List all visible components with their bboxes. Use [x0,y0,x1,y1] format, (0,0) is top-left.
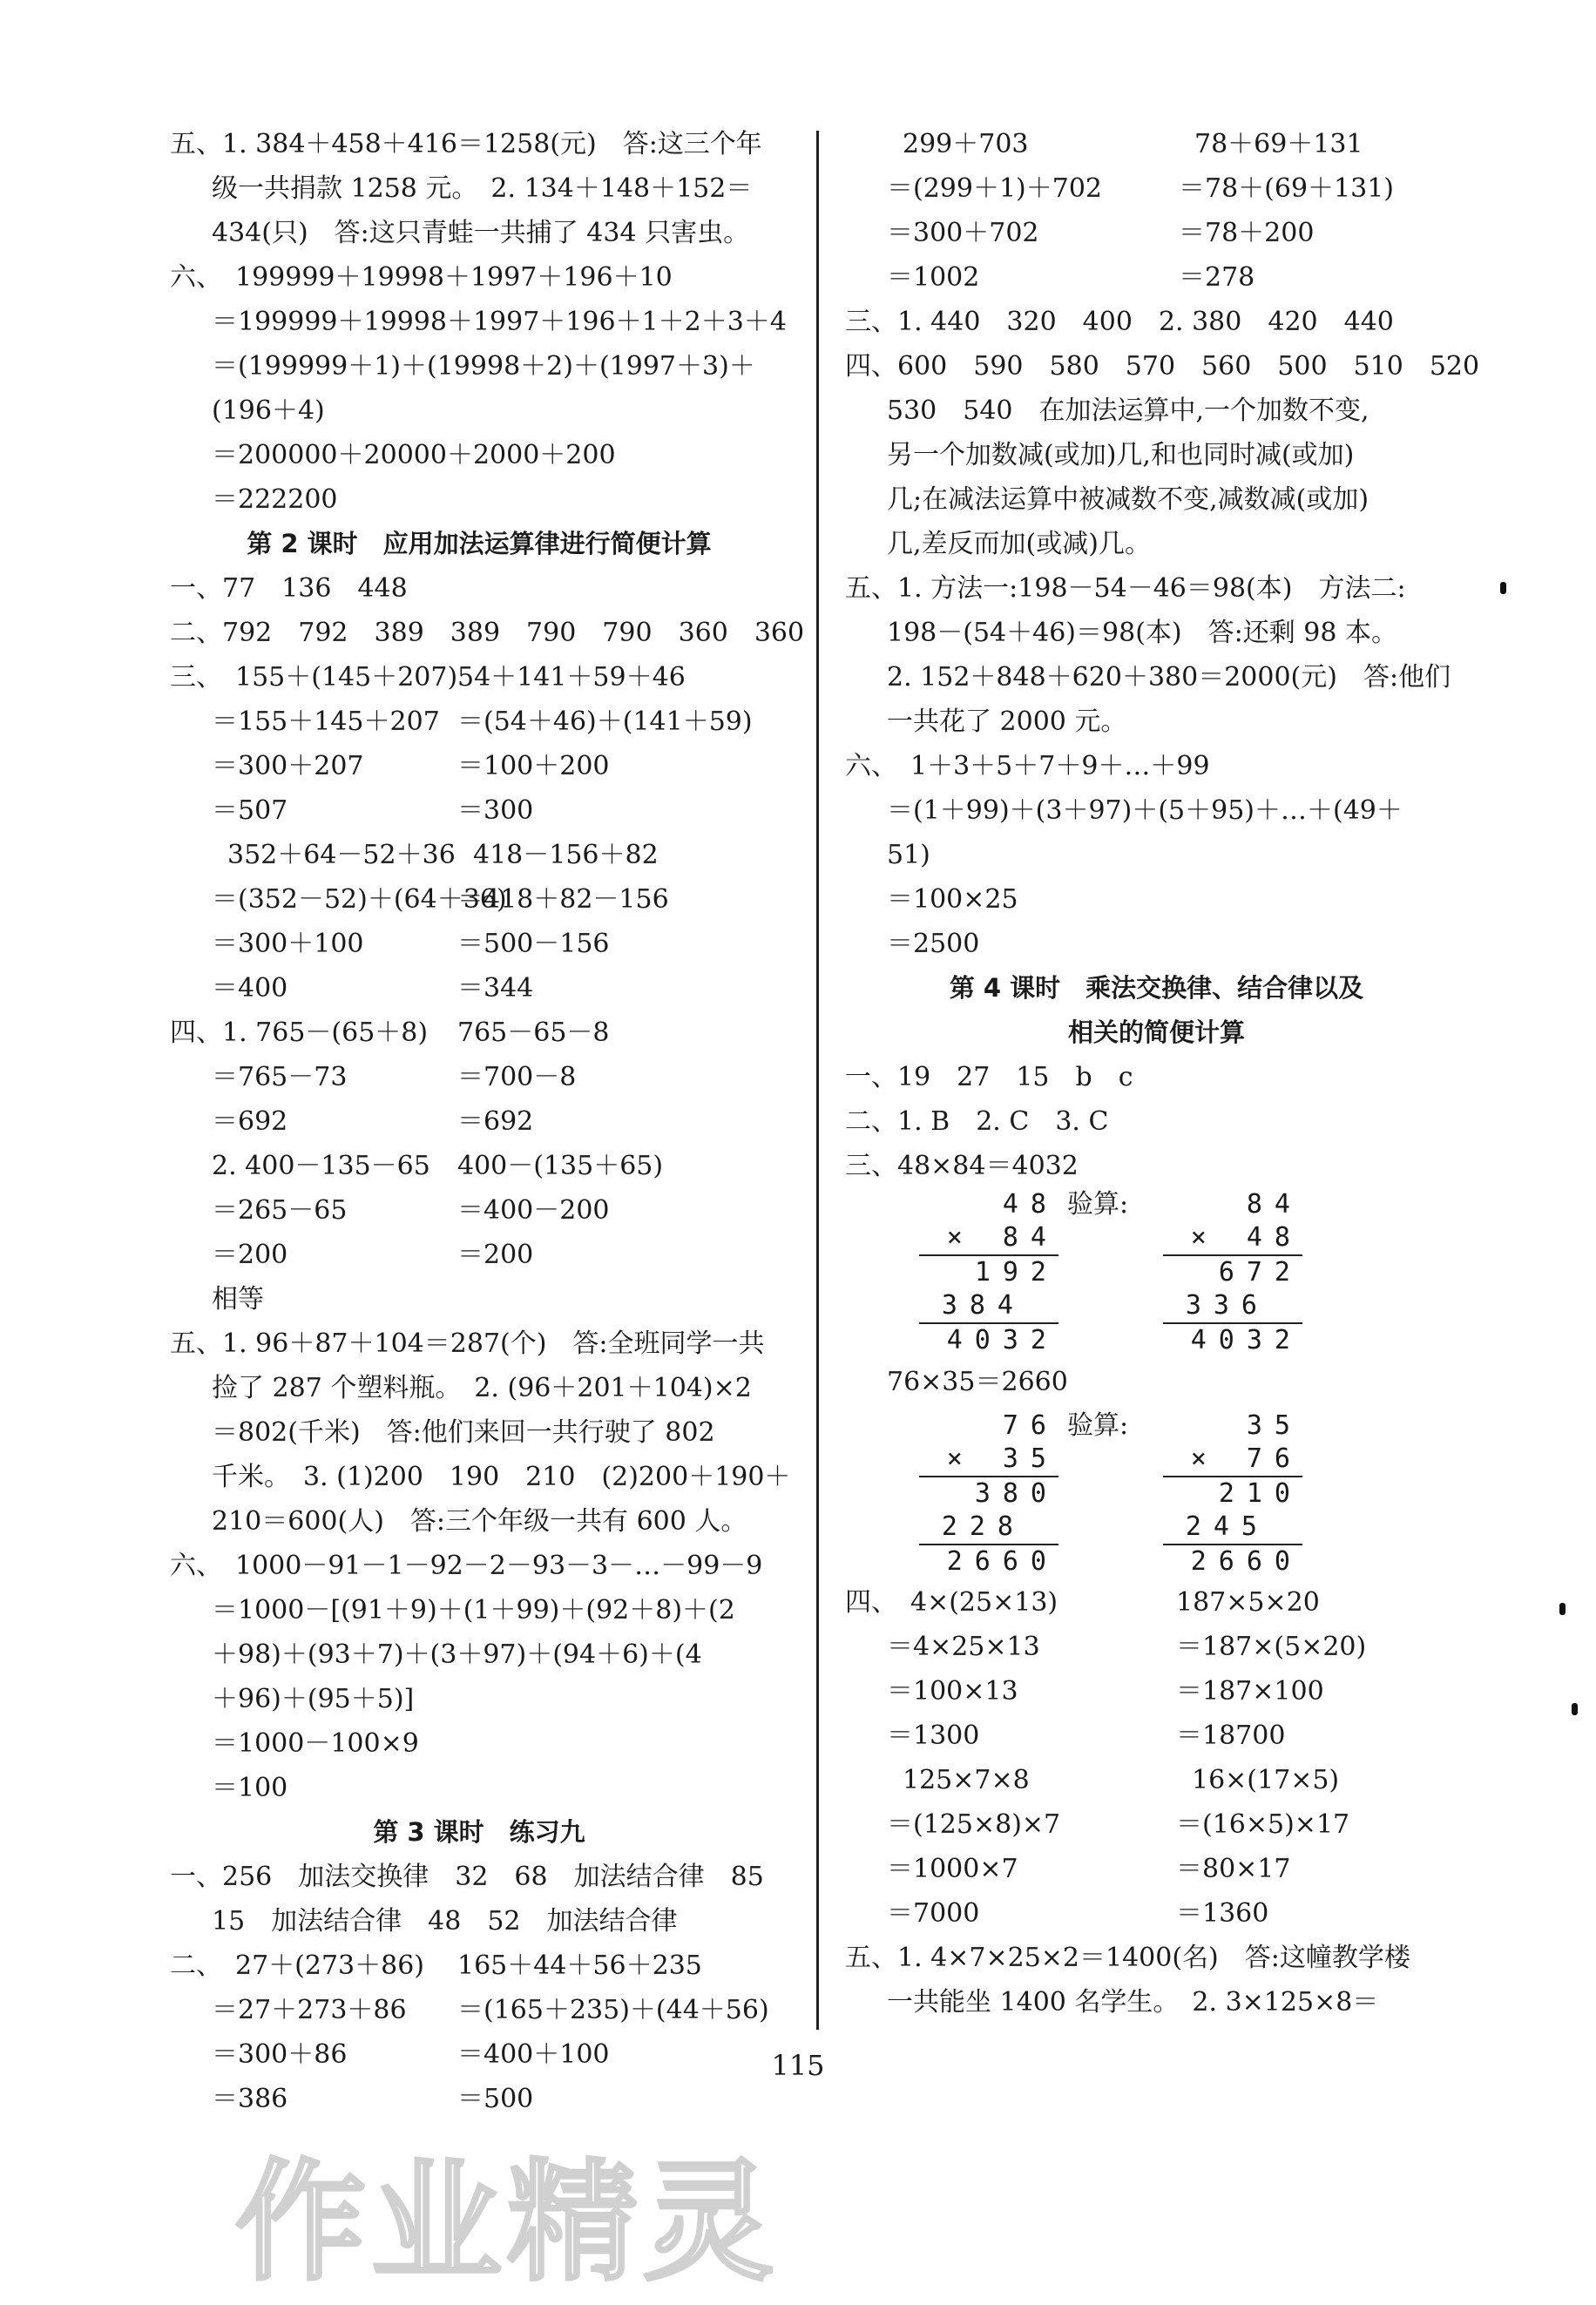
calc-cell: ＝78＋200 [1179,218,1315,248]
calc-cell: ＝78＋(69＋131) [1179,173,1395,204]
answer-line: ＝100×25 [887,884,1018,915]
calc-cell: ＝300＋702 [887,218,1039,248]
product: 4032 [946,1325,1058,1355]
multiplier: × 48 [1163,1221,1302,1256]
calc-cell: 三、 155＋(145＋207) [170,662,458,693]
calc-cell: ＝80×17 [1176,1854,1291,1884]
calc-cell: ＝700－8 [457,1062,577,1092]
multiplicand: 76 [1002,1410,1058,1441]
calc-cell: ＝300 [457,795,534,826]
calc-cell: ＝200 [457,1240,534,1270]
margin-mark [1559,1603,1566,1615]
answer-line: ＝802(千米) 答:他们来回一共行驶了 802 [212,1417,715,1448]
answer-line: ＋98)＋(93＋7)＋(3＋97)＋(94＋6)＋(4 [212,1639,702,1670]
product: 2660 [1190,1546,1302,1577]
answer-line: ＝(1＋99)＋(3＋97)＋(5＋95)＋…＋(49＋ [887,795,1403,826]
calc-cell: ＝200 [212,1240,288,1270]
calc-cell: ＝1300 [887,1720,980,1751]
lesson-heading: 第 3 课时 练习九 [373,1817,585,1847]
answer-line: 千米。 3. (1)200 190 210 (2)200＋190＋ [212,1462,791,1492]
calc-cell: ＝7000 [887,1898,980,1929]
multiplier: × 35 [919,1443,1058,1477]
multiplication-block [919,1188,1058,1357]
answer-line: 15 加法结合律 48 52 加法结合律 [212,1906,678,1937]
answer-line: (196＋4) [212,395,325,426]
calc-cell: ＝27＋273＋86 [212,1995,407,2025]
calc-cell: ＝1000×7 [887,1854,1018,1884]
lesson-heading: 相关的简便计算 [1067,1017,1245,1047]
calc-cell: 125×7×8 [903,1765,1030,1795]
calc-cell: ＝(16×5)×17 [1176,1809,1350,1840]
calc-cell: ＝300＋100 [212,929,364,959]
answer-line: 六、 1＋3＋5＋7＋9＋…＋99 [845,751,1210,781]
partial-product: 245 [1163,1511,1302,1545]
multiplicand: 48 [1002,1189,1058,1220]
calc-cell: 299＋703 [903,129,1029,159]
calc-cell: ＝507 [212,795,288,826]
answer-line: 一共能坐 1400 名学生。 2. 3×125×8＝ [887,1987,1379,2018]
answer-line: 一共花了 2000 元。 [887,706,1127,737]
answer-line: 五、1. 384＋458＋416＝1258(元) 答:这三个年 [170,129,762,159]
calc-cell: 400－(135＋65) [457,1151,664,1181]
calc-cell: ＝400 [212,973,288,1004]
answer-line: 五、1. 96＋87＋104＝287(个) 答:全班同学一共 [170,1328,765,1359]
margin-mark [1500,582,1506,594]
product: 2660 [946,1546,1058,1577]
check-label: 验算: [1067,1410,1129,1441]
answer-line: 四、600 590 580 570 560 500 510 520 [845,351,1480,382]
answer-line: 76×35＝2660 [887,1367,1068,1397]
multiplier: × 76 [1163,1443,1302,1477]
calc-cell: ＝155＋145＋207 [212,706,440,737]
calc-cell: ＝400－200 [457,1195,610,1226]
calc-cell: 二、 27＋(273＋86) [170,1950,425,1981]
calc-cell: ＝265－65 [212,1195,348,1226]
answer-line: 198－(54＋46)＝98(本) 答:还剩 98 本。 [887,618,1397,648]
calc-cell: ＝18700 [1176,1720,1286,1751]
calc-cell: ＝1360 [1176,1898,1269,1929]
watermark-logo: 作业精灵 [235,2147,780,2299]
calc-cell: 四、1. 765－(65＋8) [170,1017,429,1048]
partial-product: 336 [1163,1289,1302,1324]
calc-cell: ＝100×13 [887,1676,1018,1707]
answer-line: ＝2500 [887,929,980,959]
answer-line: 五、1. 4×7×25×2＝1400(名) 答:这幢教学楼 [845,1943,1410,1973]
calc-cell: 16×(17×5) [1192,1765,1340,1795]
calc-cell: ＝692 [457,1106,534,1137]
answer-line: 210＝600(人) 答:三个年级一共有 600 人。 [212,1506,747,1537]
calc-cell: ＝(125×8)×7 [887,1809,1061,1840]
answer-line: 二、1. B 2. C 3. C [845,1106,1109,1137]
calc-cell: 四、 4×(25×13) [845,1587,1058,1618]
answer-line: 一、256 加法交换律 32 68 加法结合律 85 [170,1862,764,1892]
calc-cell: ＝(165＋235)＋(44＋56) [457,1995,769,2025]
calc-cell: ＝765－73 [212,1062,348,1092]
answer-line: 另一个加数减(或加)几,和也同时减(或加) [887,440,1355,470]
calc-cell: 352＋64－52＋36 [227,840,456,870]
vertical-multiplication [884,1188,1468,1355]
answer-line: ＝1000－100×9 [212,1728,419,1759]
answer-line: ＝100 [212,1773,288,1803]
calc-cell: ＝(299＋1)＋702 [887,173,1103,204]
multiplier: × 84 [919,1221,1058,1256]
multiplicand: 35 [1246,1410,1302,1441]
calc-cell: ＝187×100 [1176,1676,1324,1707]
lesson-heading: 第 4 课时 乘法交换律、结合律以及 [949,973,1364,1003]
answer-line: ＝222200 [212,484,338,515]
answer-line: 六、 1000－91－1－92－2－93－3－…－99－9 [170,1551,763,1581]
answer-line: 三、48×84＝4032 [845,1151,1079,1181]
product: 4032 [1190,1325,1302,1355]
calc-cell: ＝187×(5×20) [1176,1632,1367,1662]
calc-cell: ＝(352－52)＋(64＋36) [212,884,507,915]
calc-cell: ＝100＋200 [457,751,610,781]
calc-cell: 165＋44＋56＋235 [457,1950,702,1981]
answer-line: 434(只) 答:这只青蛙一共捕了 434 只害虫。 [212,218,750,248]
calc-cell: ＝344 [457,973,534,1004]
column-divider [816,131,819,2030]
answer-line: ＝1000－[(91＋9)＋(1＋99)＋(92＋8)＋(2 [212,1595,735,1626]
vertical-multiplication [884,1409,1468,1577]
partial-product: 228 [919,1511,1058,1545]
calc-cell: 187×5×20 [1176,1587,1320,1618]
multiplication-block [1163,1188,1302,1357]
calc-cell: ＝400＋100 [457,2039,610,2070]
calc-cell: ＝500 [457,2084,534,2114]
answer-line: ＝200000＋20000＋2000＋200 [212,440,616,470]
answer-line: 六、 199999＋19998＋1997＋196＋10 [170,262,673,293]
right-column [845,122,1480,2024]
multiplication-block [919,1409,1058,1578]
calc-cell: 54＋141＋59＋46 [457,662,686,693]
answer-line: ＝(199999＋1)＋(19998＋2)＋(1997＋3)＋ [212,351,755,382]
calc-cell: 2. 400－135－65 [212,1151,430,1181]
partial-product: 384 [919,1289,1058,1324]
partial-product: 192 [974,1257,1058,1288]
calc-cell: 765－65－8 [457,1017,610,1048]
multiplicand: 84 [1246,1189,1302,1220]
calc-cell: ＝4×25×13 [887,1632,1040,1662]
calc-cell: 418－156＋82 [473,840,659,870]
answer-line: 级一共捐款 1258 元。 2. 134＋148＋152＝ [212,173,753,204]
answer-line: 相等 [212,1284,264,1315]
calc-cell: ＝1002 [887,262,980,293]
answer-line: ＝199999＋19998＋1997＋196＋1＋2＋3＋4 [212,307,787,337]
answer-line: 三、1. 440 320 400 2. 380 420 440 [845,307,1394,337]
check-label: 验算: [1067,1189,1129,1220]
calc-cell: ＝300＋86 [212,2039,348,2070]
answer-line: 五、1. 方法一:198－54－46＝98(本) 方法二: [845,573,1406,604]
answer-line: 捡了 287 个塑料瓶。 2. (96＋201＋104)×2 [212,1373,752,1403]
calc-cell: ＝500－156 [457,929,610,959]
calc-cell: ＝300＋207 [212,751,364,781]
page-number: 115 [771,2049,825,2082]
multiplication-block [1163,1409,1302,1578]
calc-cell: ＝692 [212,1106,288,1137]
partial-product: 380 [974,1478,1058,1509]
answer-line: 一、19 27 15 b c [845,1062,1133,1092]
answer-line: 一、77 136 448 [170,573,408,604]
answer-line: 几;在减法运算中被减数不变,减数减(或加) [887,484,1369,515]
calc-cell: ＝(54＋46)＋(141＋59) [457,706,753,737]
answer-line: 2. 152＋848＋620＋380＝2000(元) 答:他们 [887,662,1451,693]
answer-line: 530 540 在加法运算中,一个加数不变, [887,395,1369,426]
answer-line: 51) [887,840,930,870]
lesson-heading: 第 2 课时 应用加法运算律进行简便计算 [247,529,712,558]
answer-line: ＋96)＋(95＋5)] [212,1684,415,1714]
margin-mark [1572,1703,1578,1715]
calc-cell: ＝418＋82－156 [457,884,669,915]
calc-cell: ＝386 [212,2084,288,2114]
partial-product: 210 [1218,1478,1302,1509]
calc-cell: 78＋69＋131 [1194,129,1363,159]
answer-line: 二、792 792 389 389 790 790 360 360 [170,618,805,648]
answer-line: 几,差反而加(或减)几。 [887,529,1151,559]
partial-product: 672 [1218,1257,1302,1288]
calc-cell: ＝278 [1179,262,1255,293]
